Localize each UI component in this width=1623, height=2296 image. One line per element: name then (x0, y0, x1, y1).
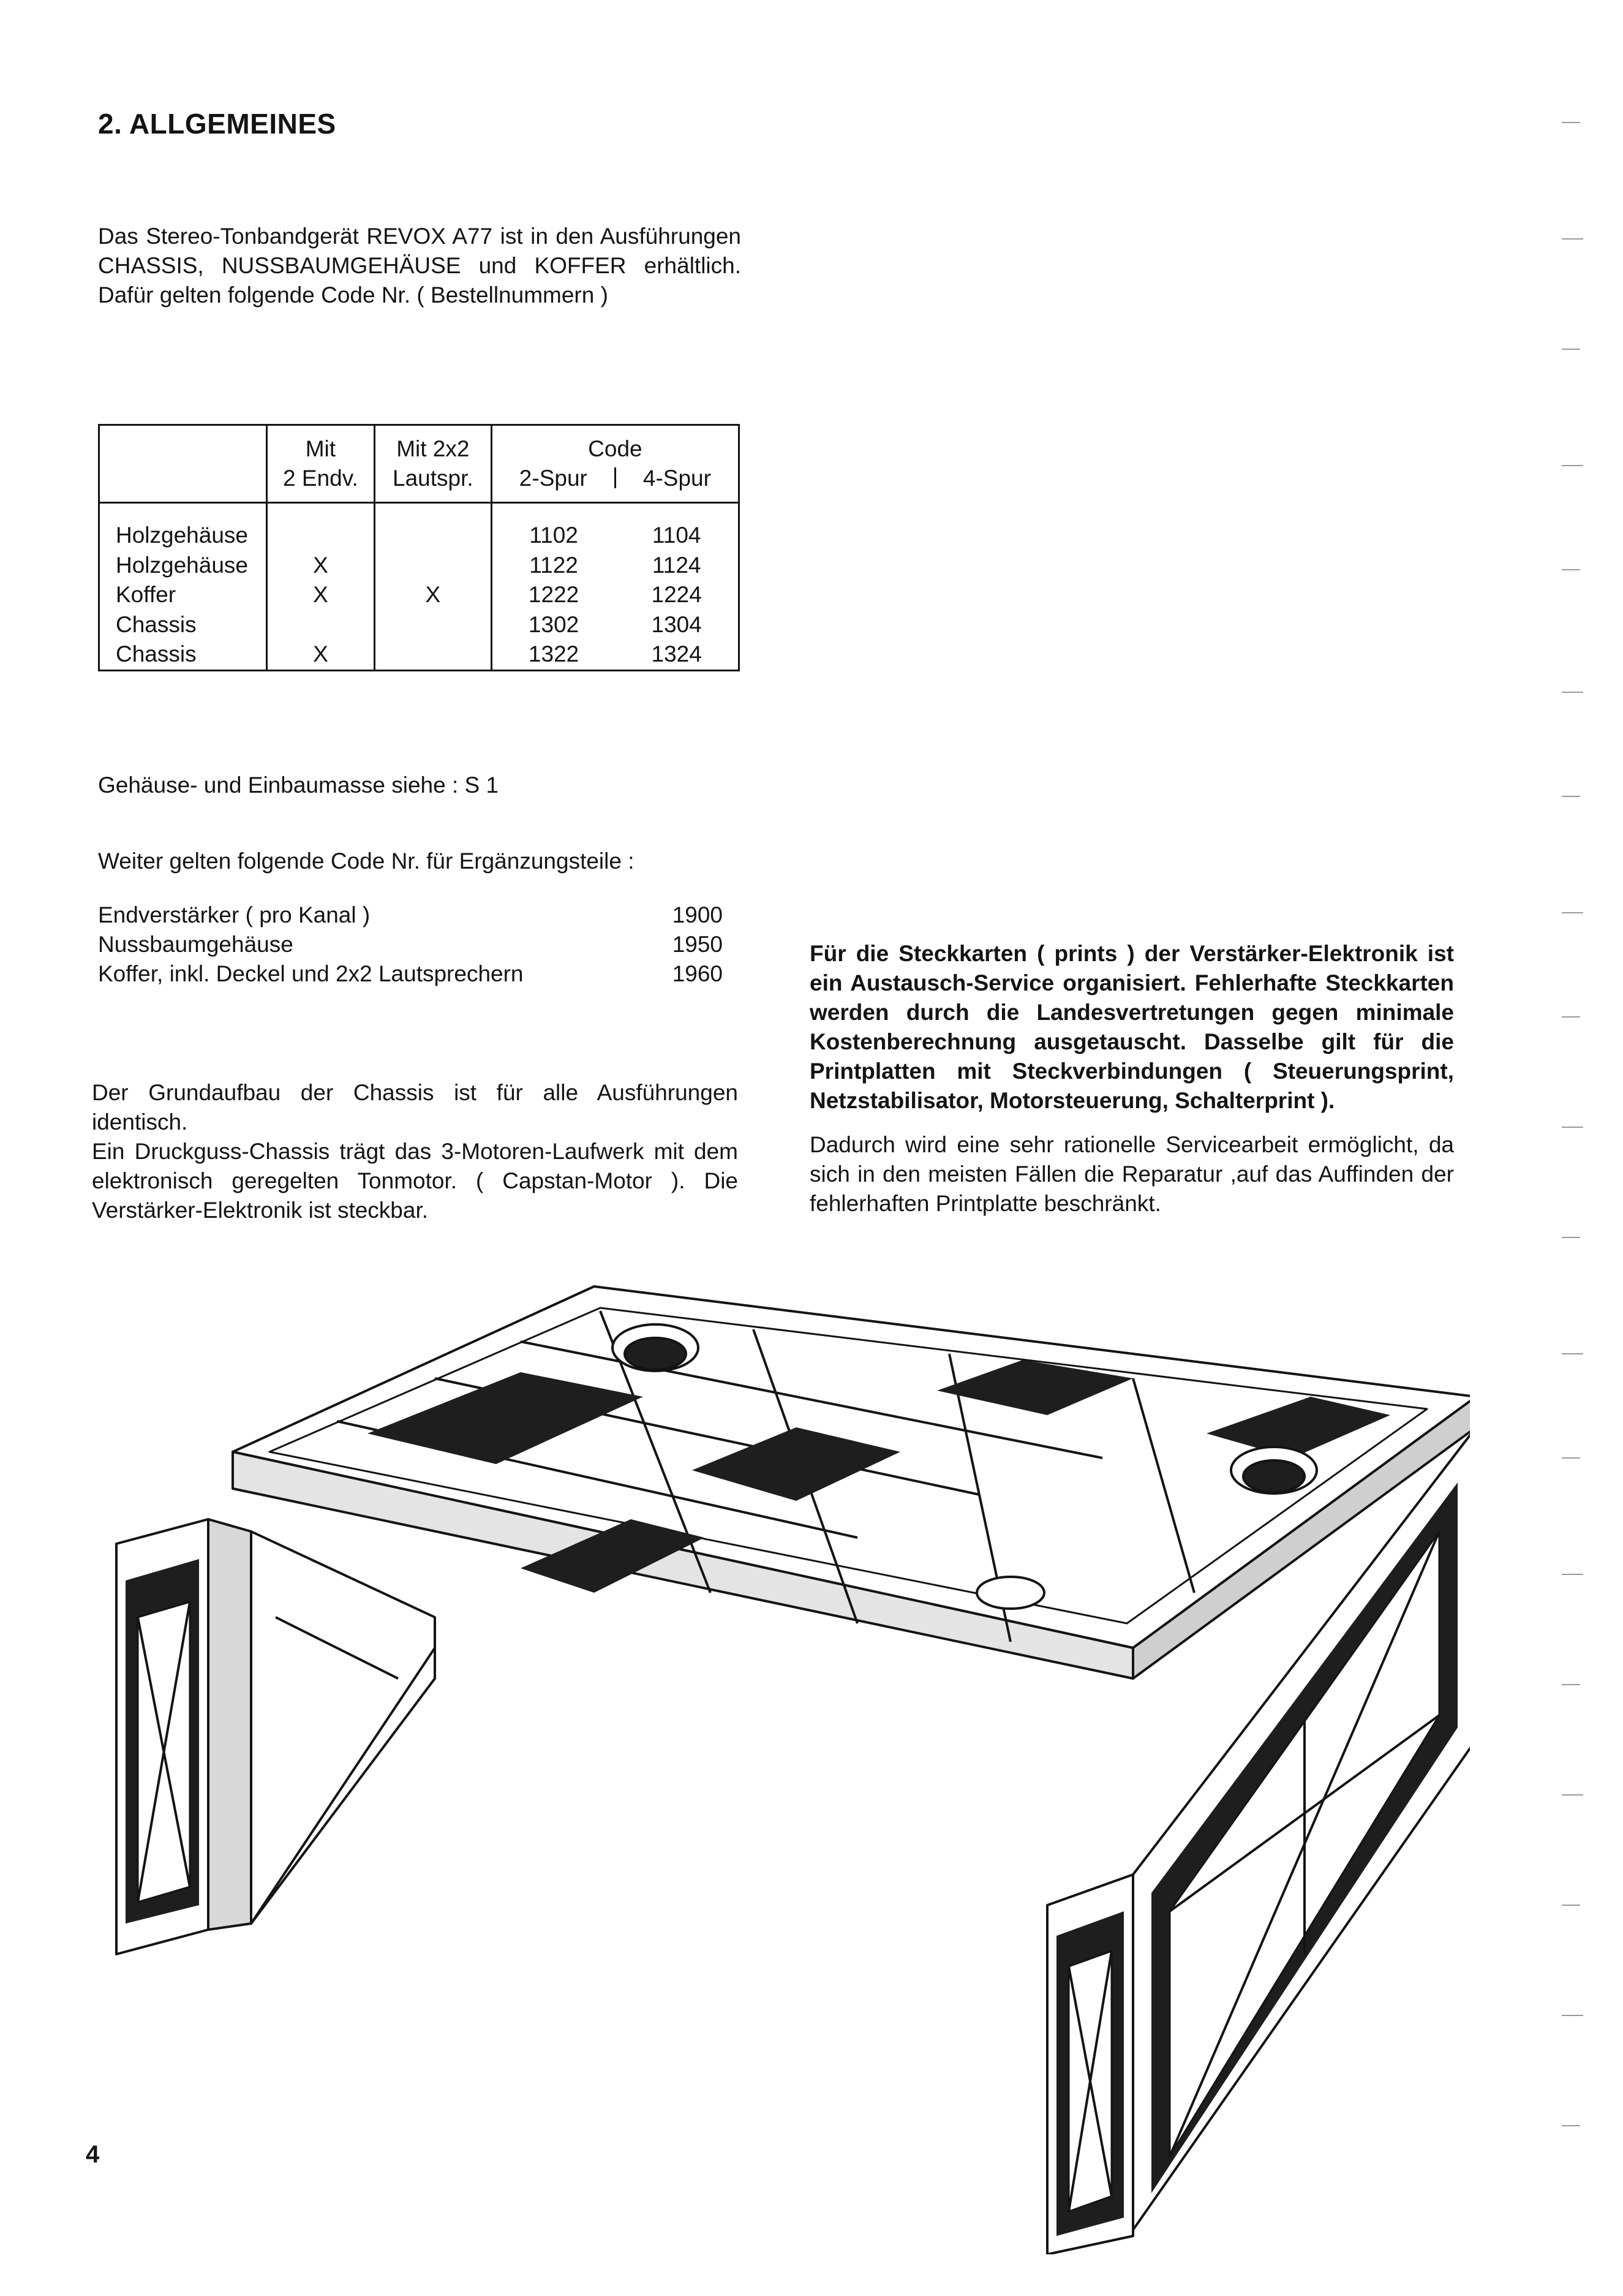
part-code: 1900 (672, 902, 723, 927)
header-2spur: 2-Spur (519, 466, 587, 491)
intro-paragraph: Das Stereo-Tonbandgerät REVOX A77 ist in den Ausführungen CHASSIS, NUSSBAUMGEHÄUSE und KOFFER erhältlich. Dafür gelten folgende Code Nr. ( Bestellnummern ) (98, 224, 741, 308)
header-4spur: 4-Spur (642, 466, 711, 491)
header-endv-cell (266, 425, 374, 503)
table-cell: 1322 (528, 641, 579, 667)
section-heading: 2. ALLGEMEINES (98, 108, 336, 140)
table-cell: Chassis (116, 641, 197, 667)
part-label: Endverstärker ( pro Kanal ) (98, 902, 371, 927)
table-cell: Holzgehäuse (116, 523, 248, 548)
endv-column (266, 503, 374, 671)
part-label: Koffer, inkl. Deckel und 2x2 Lautsprechern (98, 961, 524, 986)
table-header-row (99, 425, 739, 503)
table-cell: 1124 (652, 552, 701, 578)
chassis-paragraph-2: Ein Druckguss-Chassis trägt das 3-Motoren-Laufwerk mit dem elektronisch geregelten Tonmotor. ( Capstan-Motor ). Die Verstärker-Elektronik ist steckbar. (92, 1139, 738, 1223)
table-cell: 1224 (651, 582, 702, 607)
table-cell: X (313, 552, 328, 578)
header-blank-cell (99, 425, 267, 503)
table-cell: X (313, 582, 328, 607)
table-cell: 1304 (651, 611, 702, 637)
part-code: 1960 (672, 961, 723, 986)
service-paragraph-1: Für die Steckkarten ( prints ) der Verstärker-Elektronik ist ein Austausch-Service organisiert. Fehlerhafte Steckkarten werden durch die Landesvertretungen gegen minimale Kostenberechnung ausgetauscht. Dasselbe gilt für die Printplatten mit Steckverbindungen ( Steuerungsprint, Netzstabilisator, Motorsteuerung, Schalterprint ). (810, 941, 1454, 1113)
table-cell: X (425, 582, 441, 607)
header-lautspr-cell (374, 425, 491, 503)
table-cell: 1102 (529, 523, 578, 548)
table-cell: 1122 (529, 552, 578, 578)
chassis-paragraph-1: Der Grundaufbau der Chassis ist für alle Ausführungen identisch. (92, 1080, 738, 1135)
service-paragraph-2: Dadurch wird eine sehr rationelle Servicearbeit ermöglicht, da sich in den meisten Fällen die Reparatur ,auf das Auffinden der fehlerhaften Printplatte beschränkt. (810, 1132, 1454, 1216)
table-cell: X (313, 641, 328, 667)
part-label: Nussbaumgehäuse (98, 932, 293, 957)
lautspr-column (374, 503, 491, 671)
code-table (98, 424, 740, 671)
list-item (98, 901, 723, 930)
supplementary-intro: Weiter gelten folgende Code Nr. für Ergänzungsteile : (98, 848, 635, 874)
table-cell: Chassis (116, 611, 197, 637)
supplementary-parts-list (98, 901, 723, 989)
table-body-row (99, 503, 739, 671)
model-column (99, 503, 267, 671)
table-cell: 1222 (528, 582, 579, 607)
table-cell: 1324 (651, 641, 702, 667)
list-item (98, 930, 723, 959)
part-code: 1950 (672, 932, 723, 957)
header-code-label: Code (588, 436, 642, 461)
header-endv-line1: Mit (305, 436, 336, 461)
page-number: 4 (86, 2141, 100, 2168)
service-description (810, 939, 1454, 1233)
header-code-cell (491, 425, 739, 503)
dimensions-note: Gehäuse- und Einbaumasse siehe : S 1 (98, 772, 499, 798)
scan-margin-marks (1556, 61, 1592, 2242)
list-item (98, 959, 723, 989)
header-lautspr-line1: Mit 2x2 (396, 436, 470, 461)
chassis-description (92, 1078, 738, 1225)
table-cell: Koffer (116, 582, 176, 607)
table-cell: Holzgehäuse (116, 552, 248, 578)
code-values-column (491, 503, 739, 671)
table-cell: 1302 (528, 611, 579, 637)
table-cell: 1104 (652, 523, 701, 548)
header-endv-line2: 2 Endv. (283, 466, 358, 491)
chassis-illustration (92, 1250, 1470, 2254)
header-lautspr-line2: Lautspr. (393, 466, 473, 491)
